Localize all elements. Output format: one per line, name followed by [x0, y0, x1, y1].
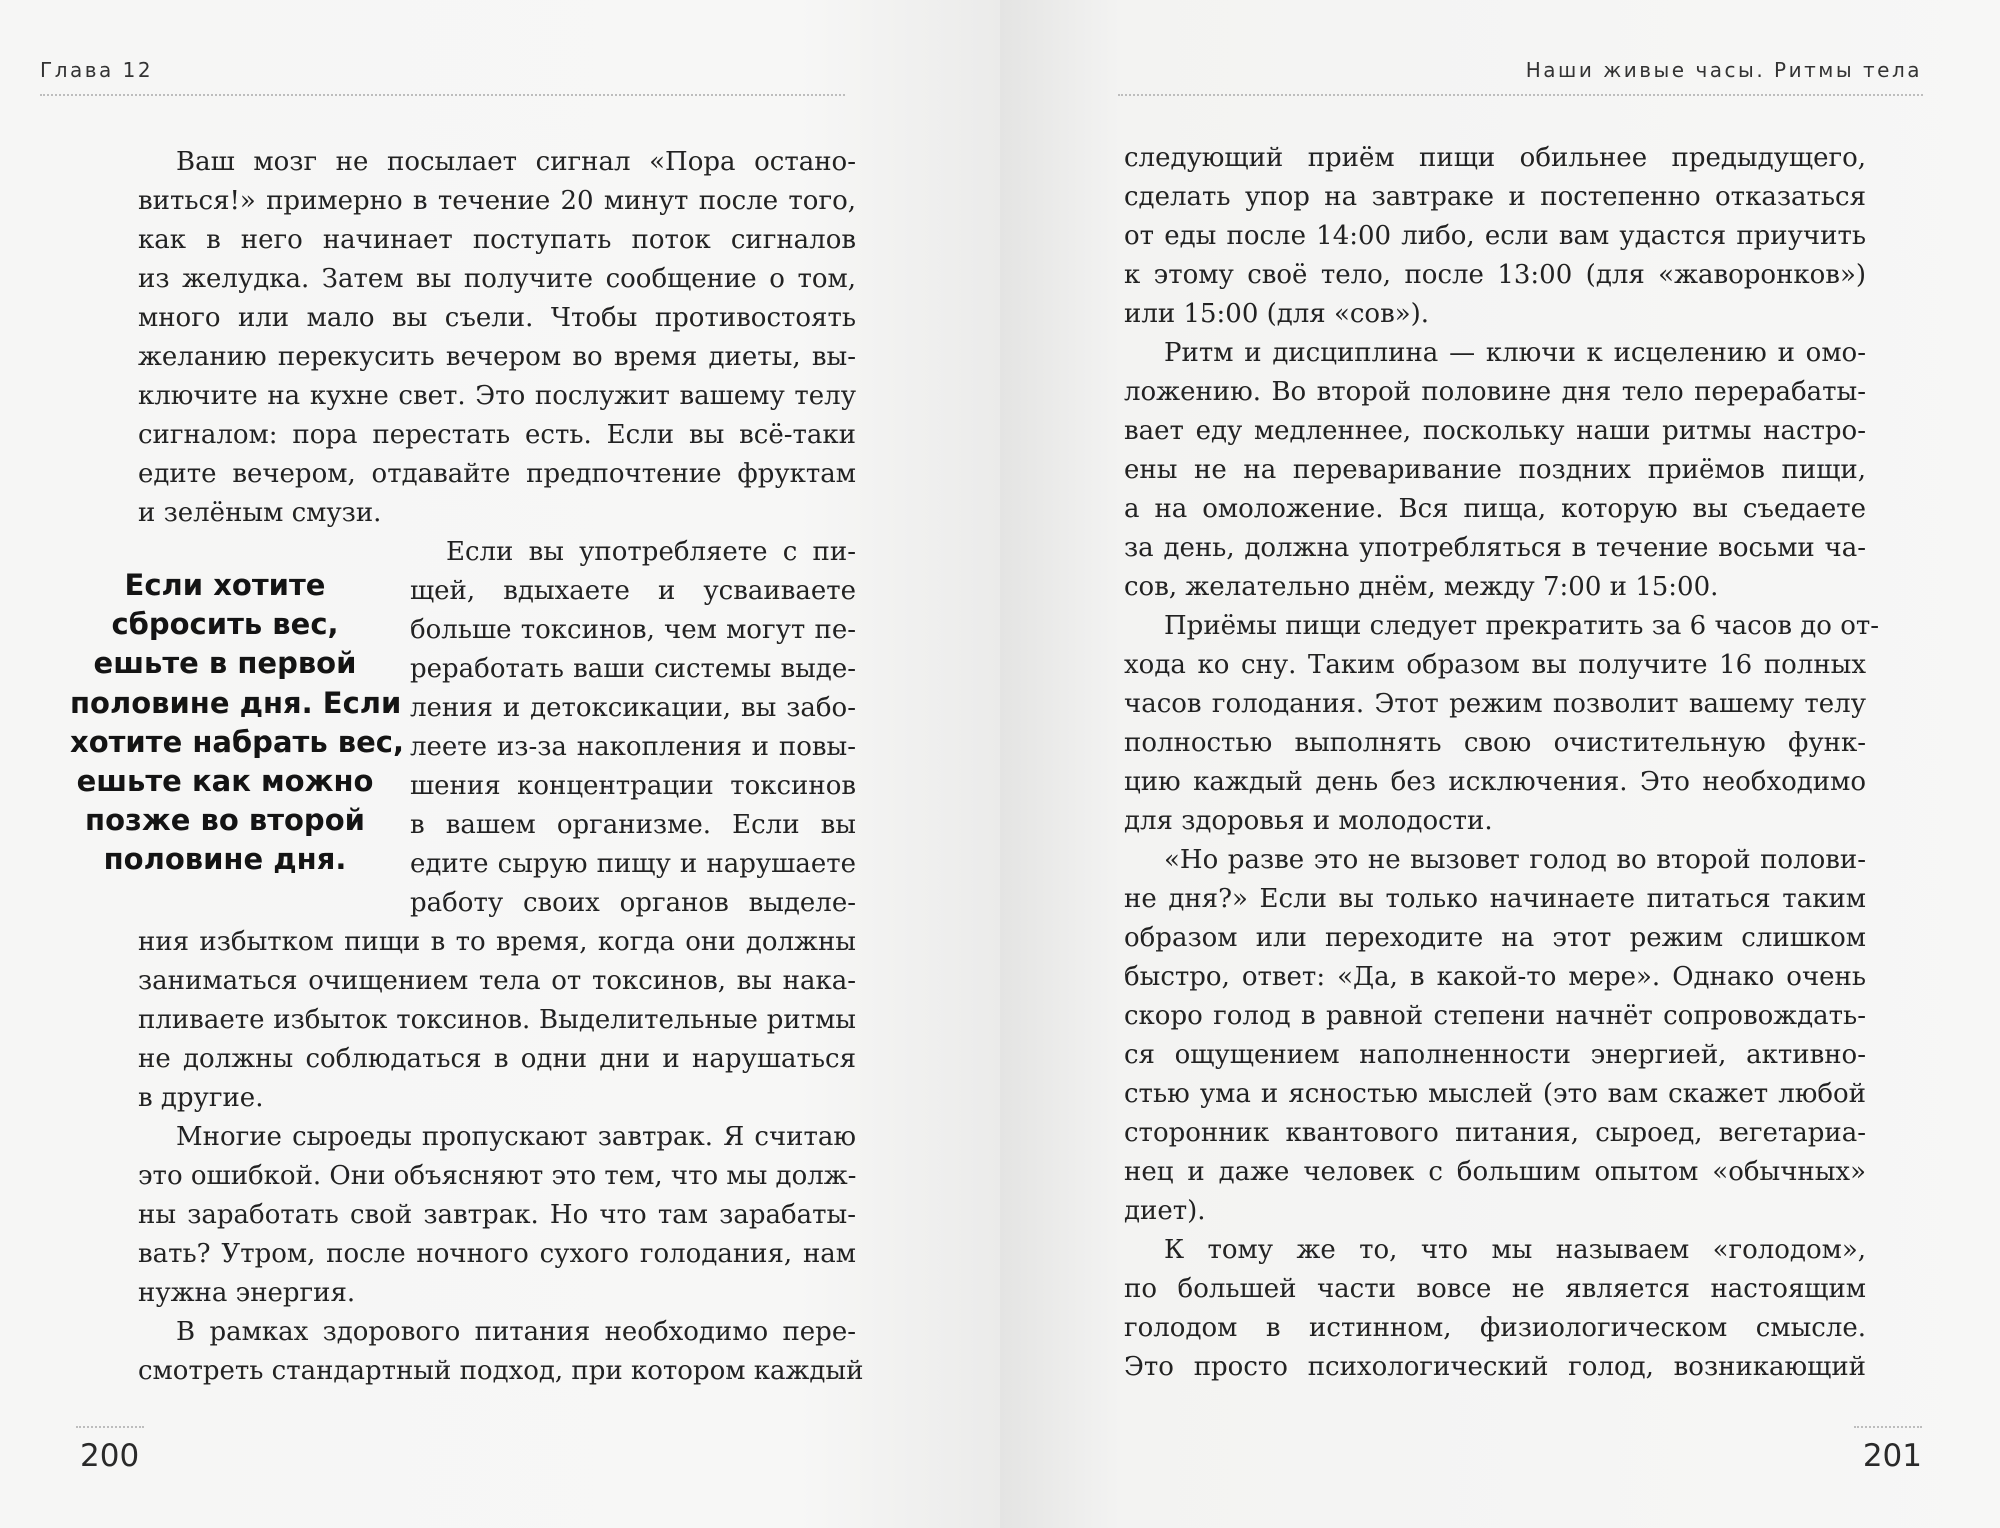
page-number: 200 [80, 1438, 140, 1474]
text-line: хода ко сну. Таким образом вы получите 16 полных [1124, 650, 1866, 680]
text-line: ления и детоксикации, вы забо- [410, 693, 856, 723]
text-line: виться!» примерно в течение 20 минут после того, [138, 186, 856, 216]
text-line: и зелёным смузи. [138, 498, 382, 528]
text-line: а на омоложение. Вся пища, которую вы съедаете [1124, 494, 1866, 524]
text-line: щей, вдыхаете и усваиваете [410, 576, 856, 606]
text-line: к этому своё тело, после 13:00 (для «жаворонков») [1124, 260, 1866, 290]
text-line: из желудка. Затем вы получите сообщение о том, [138, 264, 856, 294]
pull-quote-line: хотите набрать вес, [70, 724, 404, 759]
text-line: в вашем организме. Если вы [410, 810, 856, 840]
text-line: много или мало вы съели. Чтобы противостоять [138, 303, 856, 333]
text-line: сделать упор на завтраке и постепенно отказаться [1124, 182, 1866, 212]
text-line: вать? Утром, после ночного сухого голодания, нам [138, 1239, 856, 1269]
text-line: К тому же то, что мы называем «голодом», [1164, 1235, 1866, 1265]
text-line: стью ума и ясностью мыслей (это вам скажет любой [1124, 1079, 1866, 1109]
text-line: за день, должна употребляться в течение восьми ча- [1124, 533, 1866, 563]
text-line: реработать ваши системы выде- [410, 654, 856, 684]
text-line: нец и даже человек с большим опытом «обычных» [1124, 1157, 1866, 1187]
right-page [1000, 0, 2000, 1528]
text-line: едите сырую пищу и нарушаете [410, 849, 856, 879]
running-head-section: Наши живые часы. Ритмы тела [1525, 58, 1922, 82]
text-line: скоро голод в равной степени начнёт сопровождать- [1124, 1001, 1866, 1031]
text-line: В рамках здорового питания необходимо пере- [176, 1317, 856, 1347]
text-line: сигналом: пора перестать есть. Если вы всё-таки [138, 420, 856, 450]
text-line: «Но разве это не вызовет голод во второй полови- [1164, 845, 1866, 875]
text-line: сторонник квантового питания, сыроед, вегетариа- [1124, 1118, 1866, 1148]
header-divider [1118, 94, 1923, 96]
text-line: Приёмы пищи следует прекратить за 6 часов до от- [1164, 611, 1880, 641]
pull-quote-line: половине дня. Если [70, 685, 402, 720]
text-line: заниматься очищением тела от токсинов, вы нака- [138, 966, 856, 996]
text-line: не дня?» Если вы только начинаете питаться таким [1124, 884, 1866, 914]
text-line: или 15:00 (для «сов»). [1124, 299, 1430, 329]
text-line: Если вы употребляете с пи- [446, 537, 856, 567]
footer-divider [76, 1426, 144, 1428]
footer-divider [1854, 1426, 1922, 1428]
text-line: диет). [1124, 1196, 1206, 1226]
text-line: больше токсинов, чем могут пе- [410, 615, 856, 645]
text-line: Ритм и дисциплина — ключи к исцелению и омо- [1164, 338, 1866, 368]
text-line: вает еду медленнее, поскольку наши ритмы настро- [1124, 416, 1866, 446]
text-line: ключите на кухне свет. Это послужит вашему телу [138, 381, 856, 411]
pull-quote-line: ешьте в первой [93, 646, 357, 681]
pull-quote-line: позже во второй [85, 803, 365, 838]
header-divider [40, 94, 845, 96]
text-line: смотреть стандартный подход, при котором каждый [138, 1356, 864, 1386]
text-line: по большей части вовсе не является настоящим [1124, 1274, 1866, 1304]
text-line: ны заработать свой завтрак. Но что там зарабаты- [138, 1200, 856, 1230]
pull-quote-line: сбросить вес, [111, 607, 339, 642]
text-line: ложению. Во второй половине дня тело перерабаты- [1124, 377, 1866, 407]
text-line: полностью выполнять свою очистительную функ- [1124, 728, 1866, 758]
text-line: Это просто психологический голод, возникающий [1124, 1352, 1866, 1382]
text-line: часов голодания. Этот режим позволит вашему телу [1124, 689, 1866, 719]
text-line: в другие. [138, 1083, 264, 1113]
text-line: для здоровья и молодости. [1124, 806, 1493, 836]
text-line: ены не на переваривание поздних приёмов пищи, [1124, 455, 1866, 485]
text-line: не должны соблюдаться в одни дни и нарушаться [138, 1044, 856, 1074]
text-line: цию каждый день без исключения. Это необходимо [1124, 767, 1866, 797]
pull-quote-line: ешьте как можно [76, 764, 374, 799]
text-line: нужна энергия. [138, 1278, 356, 1308]
pull-quote [70, 566, 404, 880]
text-line: следующий приём пищи обильнее предыдущего, [1124, 143, 1866, 173]
text-line: голодом в истинном, физиологическом смысле. [1124, 1313, 1866, 1343]
text-line: шения концентрации токсинов [410, 771, 856, 801]
text-line: леете из-за накопления и повы- [410, 732, 856, 762]
text-line: работу своих органов выделе- [410, 888, 856, 918]
text-line: как в него начинает поступать поток сигналов [138, 225, 856, 255]
text-line: сов, желательно днём, между 7:00 и 15:00. [1124, 572, 1719, 602]
text-line: ния избытком пищи в то время, когда они должны [138, 927, 856, 957]
pull-quote-line: Если хотите [124, 568, 326, 602]
text-line: пливаете избыток токсинов. Выделительные ритмы [138, 1005, 856, 1035]
running-head-chapter: Глава 12 [40, 58, 154, 82]
text-line: это ошибкой. Они объясняют это тем, что мы долж- [138, 1161, 857, 1191]
text-line: едите вечером, отдавайте предпочтение фруктам [138, 459, 856, 489]
text-line: образом или переходите на этот режим слишком [1124, 923, 1866, 953]
text-line: Многие сыроеды пропускают завтрак. Я считаю [176, 1122, 856, 1152]
page-number: 201 [1862, 1438, 1922, 1474]
pull-quote-line: половине дня. [103, 842, 347, 877]
text-line: ся ощущением наполненности энергией, активно- [1124, 1040, 1866, 1070]
text-line: желанию перекусить вечером во время диеты, вы- [138, 342, 856, 372]
text-line: от еды после 14:00 либо, если вам удастся приучить [1124, 221, 1866, 251]
text-line: Ваш мозг не посылает сигнал «Пора остано- [176, 147, 856, 177]
text-line: быстро, ответ: «Да, в какой-то мере». Однако очень [1124, 962, 1866, 992]
